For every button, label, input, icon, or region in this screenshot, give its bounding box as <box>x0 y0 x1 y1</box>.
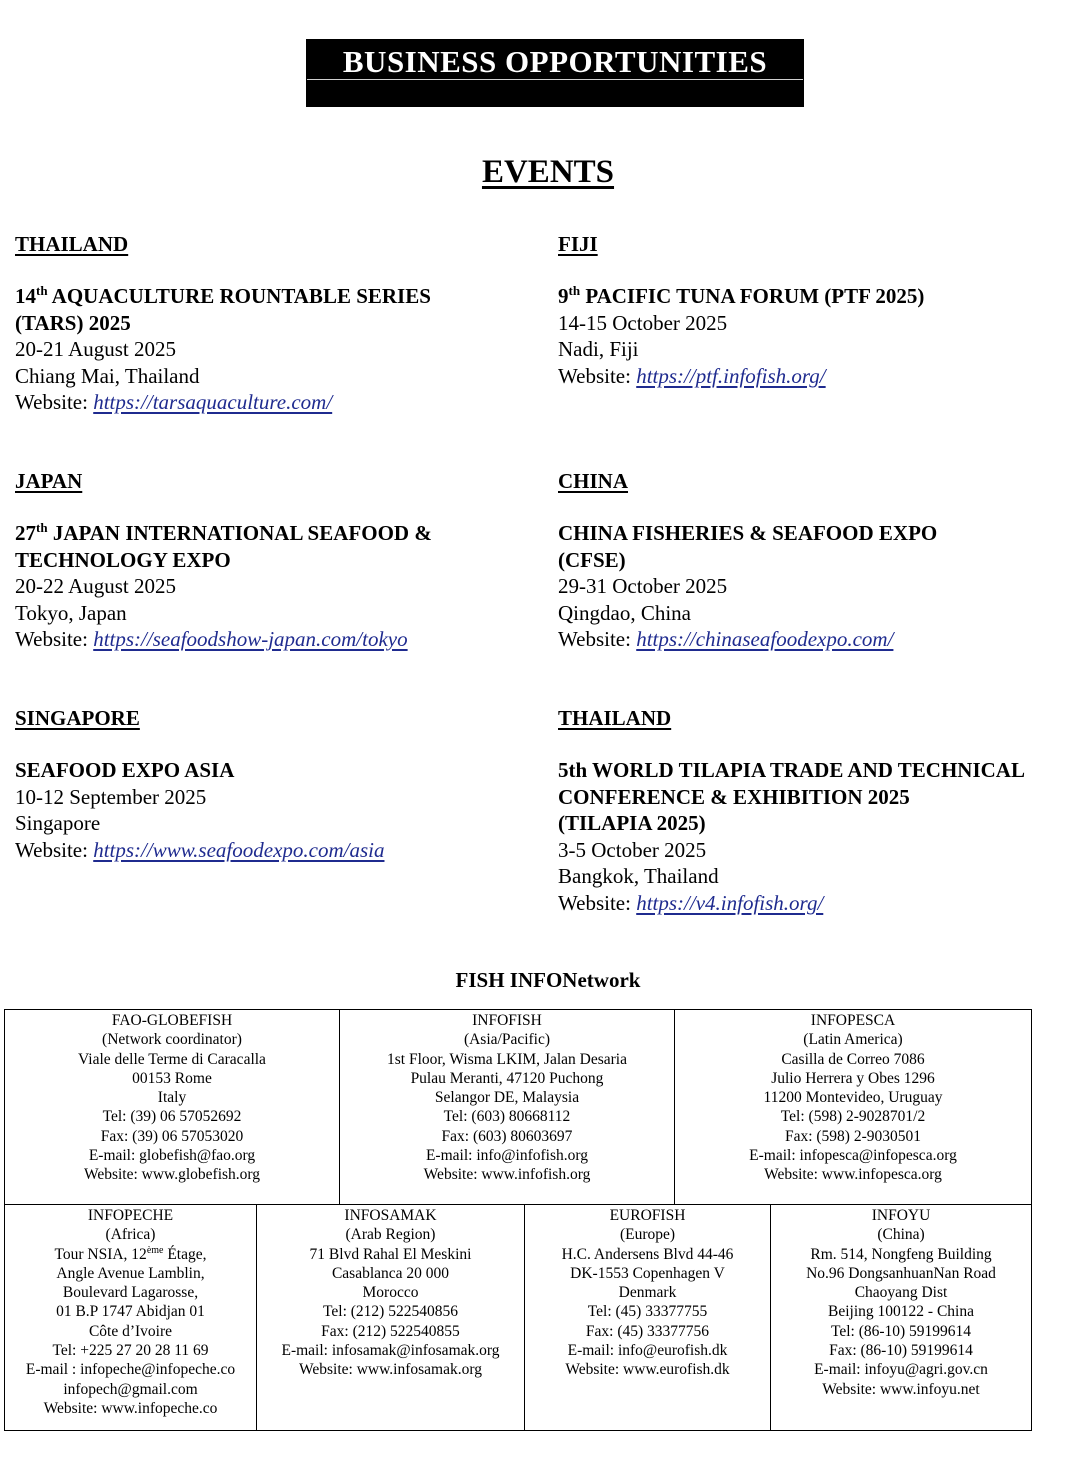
office-detail-line: (Africa) <box>105 1226 156 1244</box>
office-detail-line: E-mail: infopesca@infopesca.org <box>749 1147 957 1165</box>
office-detail-line: Fax: (603) 80603697 <box>441 1127 573 1145</box>
office-detail-line: Morocco <box>362 1284 419 1302</box>
office-detail-line: Tel: (598) 2-9028701/2 <box>780 1108 926 1126</box>
event-website <box>558 890 1086 917</box>
event-website-label: Website: <box>15 837 94 862</box>
office-detail-line: (Arab Region) <box>345 1226 436 1244</box>
office-detail-line: Tel: (39) 06 57052692 <box>102 1108 242 1126</box>
office-detail-line: Angle Avenue Lamblin, <box>56 1264 205 1282</box>
event-edition-number: 9 <box>558 284 569 308</box>
event-location: Chiang Mai, Thailand <box>15 363 200 388</box>
office-detail-line: Website: www.infoyu.net <box>822 1380 980 1398</box>
ordinal-suffix: ème <box>146 1244 164 1256</box>
event-title-text: PACIFIC TUNA FORUM (PTF 2025) <box>580 284 925 308</box>
office-detail-line: Rm. 514, Nongfeng Building <box>810 1245 992 1263</box>
event-country: CHINA <box>558 469 629 493</box>
event-location: Nadi, Fiji <box>558 337 639 361</box>
event-website-link[interactable]: https://v4.infofish.org/ <box>636 890 824 915</box>
office-detail-line: Website: www.infofish.org <box>423 1166 591 1184</box>
office-detail-line: E-mail: infoyu@agri.gov.cn <box>814 1361 988 1379</box>
event-title-line: 5th WORLD TILAPIA TRADE AND TECHNICAL <box>558 758 1025 782</box>
office-detail-line: Fax: (212) 522540855 <box>321 1322 460 1340</box>
event-website-label: Website: <box>15 390 94 414</box>
office-name: FAO-GLOBEFISH <box>111 1012 233 1029</box>
event-title-text: JAPAN INTERNATIONAL SEAFOOD & <box>47 521 432 545</box>
office-detail-line: Julio Herrera y Obes 1296 <box>771 1069 935 1087</box>
event-website-link[interactable]: https://ptf.infofish.org/ <box>636 363 826 388</box>
office-name: EUROFISH <box>609 1207 686 1224</box>
office-name: INFOPECHE <box>87 1207 174 1224</box>
office-name: INFOPESCA <box>810 1012 896 1029</box>
office-detail-line: Viale delle Terme di Caracalla <box>78 1050 266 1068</box>
office-detail-line: Fax: (39) 06 57053020 <box>100 1127 244 1145</box>
office-detail-line: Boulevard Lagarosse, <box>62 1284 199 1302</box>
office-detail-line: (Asia/Pacific) <box>463 1031 551 1049</box>
event-title-line <box>558 283 1078 310</box>
event-card <box>15 468 535 653</box>
office-detail-line: 1st Floor, Wisma LKIM, Jalan Desaria <box>387 1050 627 1068</box>
office-detail-line: Denmark <box>618 1284 677 1302</box>
event-website-link[interactable]: https://tarsaquaculture.com/ <box>93 390 333 414</box>
event-date: 20-21 August 2025 <box>15 337 177 361</box>
event-country: JAPAN <box>15 469 83 493</box>
business-opportunities-banner <box>306 39 804 107</box>
event-title-line: CHINA FISHERIES & SEAFOOD EXPO <box>558 521 938 545</box>
network-office-cell <box>5 1010 339 1204</box>
event-card <box>558 705 1086 916</box>
network-office-cell <box>770 1205 1031 1430</box>
office-detail-line: E-mail : infopeche@infopeche.co <box>25 1361 236 1379</box>
office-detail-line: Website: www.globefish.org <box>83 1166 261 1184</box>
office-detail-line: E-mail: info@eurofish.dk <box>567 1342 728 1360</box>
office-detail-line: 00153 Rome <box>132 1069 212 1087</box>
banner-title: BUSINESS OPPORTUNITIES <box>342 44 768 79</box>
event-website-label: Website: <box>558 363 637 388</box>
office-detail-line: Tel: (212) 522540856 <box>323 1303 458 1321</box>
event-edition-number: 27 <box>15 521 36 545</box>
office-detail-line: (China) <box>877 1226 925 1244</box>
event-title-line: TECHNOLOGY EXPO <box>15 547 231 572</box>
event-card <box>558 231 1078 389</box>
event-edition-ordinal: th <box>36 283 48 298</box>
event-location: Singapore <box>15 811 101 835</box>
event-card <box>558 468 1078 653</box>
office-name: INFOFISH <box>472 1012 542 1029</box>
event-title-line: (CFSE) <box>558 547 626 572</box>
event-date: 3-5 October 2025 <box>558 837 707 862</box>
event-date: 29-31 October 2025 <box>558 574 728 598</box>
event-website <box>15 626 535 653</box>
office-detail-line: Tel: +225 27 20 28 11 69 <box>52 1342 209 1360</box>
event-country: FIJI <box>558 232 598 256</box>
office-detail-line: Beijing 100122 - China <box>828 1303 974 1321</box>
event-website-link[interactable]: https://www.seafoodexpo.com/asia <box>93 837 385 862</box>
network-table-row-2 <box>4 1204 1032 1431</box>
event-edition-ordinal: th <box>36 520 48 535</box>
office-detail-line: Website: www.eurofish.dk <box>565 1361 730 1379</box>
event-edition-ordinal: th <box>568 283 581 298</box>
office-detail-line: Tour NSIA, 12ème Étage, <box>54 1244 207 1263</box>
event-website-link[interactable]: https://chinaseafoodexpo.com/ <box>636 627 894 651</box>
event-country: SINGAPORE <box>15 706 140 730</box>
office-name: INFOSAMAK <box>344 1207 437 1224</box>
office-detail-line: 01 B.P 1747 Abidjan 01 <box>56 1303 205 1321</box>
event-date: 20-22 August 2025 <box>15 574 177 598</box>
office-detail-line: Fax: (598) 2-9030501 <box>784 1127 922 1145</box>
event-website <box>15 837 535 864</box>
event-title-line: (TARS) 2025 <box>15 310 131 335</box>
event-title-line: SEAFOOD EXPO ASIA <box>15 758 235 782</box>
office-detail-line: Côte d’Ivoire <box>88 1322 173 1340</box>
office-detail-line: Fax: (45) 33377756 <box>585 1322 710 1340</box>
event-card <box>15 231 535 416</box>
office-detail-line: (Network coordinator) <box>102 1031 242 1049</box>
event-website <box>558 626 1078 653</box>
office-detail-line: Casablanca 20 000 <box>331 1264 450 1282</box>
network-office-cell <box>256 1205 524 1430</box>
event-country: THAILAND <box>15 232 129 256</box>
office-detail-line: Tel: (45) 33377755 <box>587 1303 708 1321</box>
office-detail-line: DK-1553 Copenhagen V <box>570 1264 725 1282</box>
office-detail-line: E-mail: globefish@fao.org <box>88 1147 256 1165</box>
office-detail-line: infopech@gmail.com <box>63 1380 198 1398</box>
office-detail-line: Fax: (86-10) 59199614 <box>829 1342 973 1360</box>
banner-divider <box>307 79 803 80</box>
event-date: 14-15 October 2025 <box>558 310 728 335</box>
network-office-cell <box>524 1205 770 1430</box>
event-location: Tokyo, Japan <box>15 600 127 625</box>
event-card <box>15 705 535 863</box>
event-location: Bangkok, Thailand <box>558 864 719 888</box>
events-heading: EVENTS <box>481 154 615 190</box>
office-detail-line: Casilla de Correo 7086 <box>781 1050 925 1068</box>
office-detail-line: 71 Blvd Rahal El Meskini <box>309 1245 472 1263</box>
office-detail-line: Website: www.infopeche.co <box>43 1399 218 1417</box>
event-title-line <box>15 520 535 547</box>
office-detail-line: (Europe) <box>619 1226 676 1244</box>
event-website-label: Website: <box>558 890 637 915</box>
event-title-line: CONFERENCE & EXHIBITION 2025 <box>558 784 910 809</box>
event-title-line <box>15 283 535 310</box>
office-detail-line: E-mail: infosamak@infosamak.org <box>281 1342 500 1360</box>
event-country: THAILAND <box>558 706 672 730</box>
office-detail-line: Italy <box>157 1089 187 1107</box>
office-detail-line: E-mail: info@infofish.org <box>425 1147 589 1165</box>
event-website-label: Website: <box>558 627 637 651</box>
office-detail-line: Tel: (603) 80668112 <box>443 1108 571 1126</box>
event-edition-number: 14 <box>15 284 36 308</box>
network-table-row-1 <box>4 1009 1032 1205</box>
event-title-text: AQUACULTURE ROUNTABLE SERIES <box>47 284 431 308</box>
office-detail-line: H.C. Andersens Blvd 44-46 <box>561 1245 734 1263</box>
network-office-cell <box>339 1010 674 1204</box>
event-title-line: (TILAPIA 2025) <box>558 811 706 835</box>
office-detail-line: No.96 DongsanhuanNan Road <box>806 1264 996 1282</box>
office-name: INFOYU <box>871 1207 931 1224</box>
network-office-cell <box>674 1010 1031 1204</box>
event-website <box>558 363 1078 390</box>
office-detail-line: Selangor DE, Malaysia <box>434 1089 580 1107</box>
office-detail-line: Website: www.infosamak.org <box>299 1361 482 1379</box>
network-office-cell <box>5 1205 256 1430</box>
event-website-link[interactable]: https://seafoodshow-japan.com/tokyo <box>93 627 408 651</box>
office-detail-line: Chaoyang Dist <box>854 1284 948 1302</box>
office-detail-line: 11200 Montevideo, Uruguay <box>763 1089 943 1107</box>
event-date: 10-12 September 2025 <box>15 784 207 809</box>
office-detail-line: Website: www.infopesca.org <box>764 1166 942 1184</box>
event-website-label: Website: <box>15 627 94 651</box>
network-title: FISH INFONetwork <box>455 968 641 992</box>
event-website <box>15 389 535 416</box>
office-detail-line: (Latin America) <box>803 1031 903 1049</box>
office-detail-line: Pulau Meranti, 47120 Puchong <box>410 1069 604 1087</box>
office-detail-line: Tel: (86-10) 59199614 <box>830 1322 972 1340</box>
event-location: Qingdao, China <box>558 600 691 625</box>
